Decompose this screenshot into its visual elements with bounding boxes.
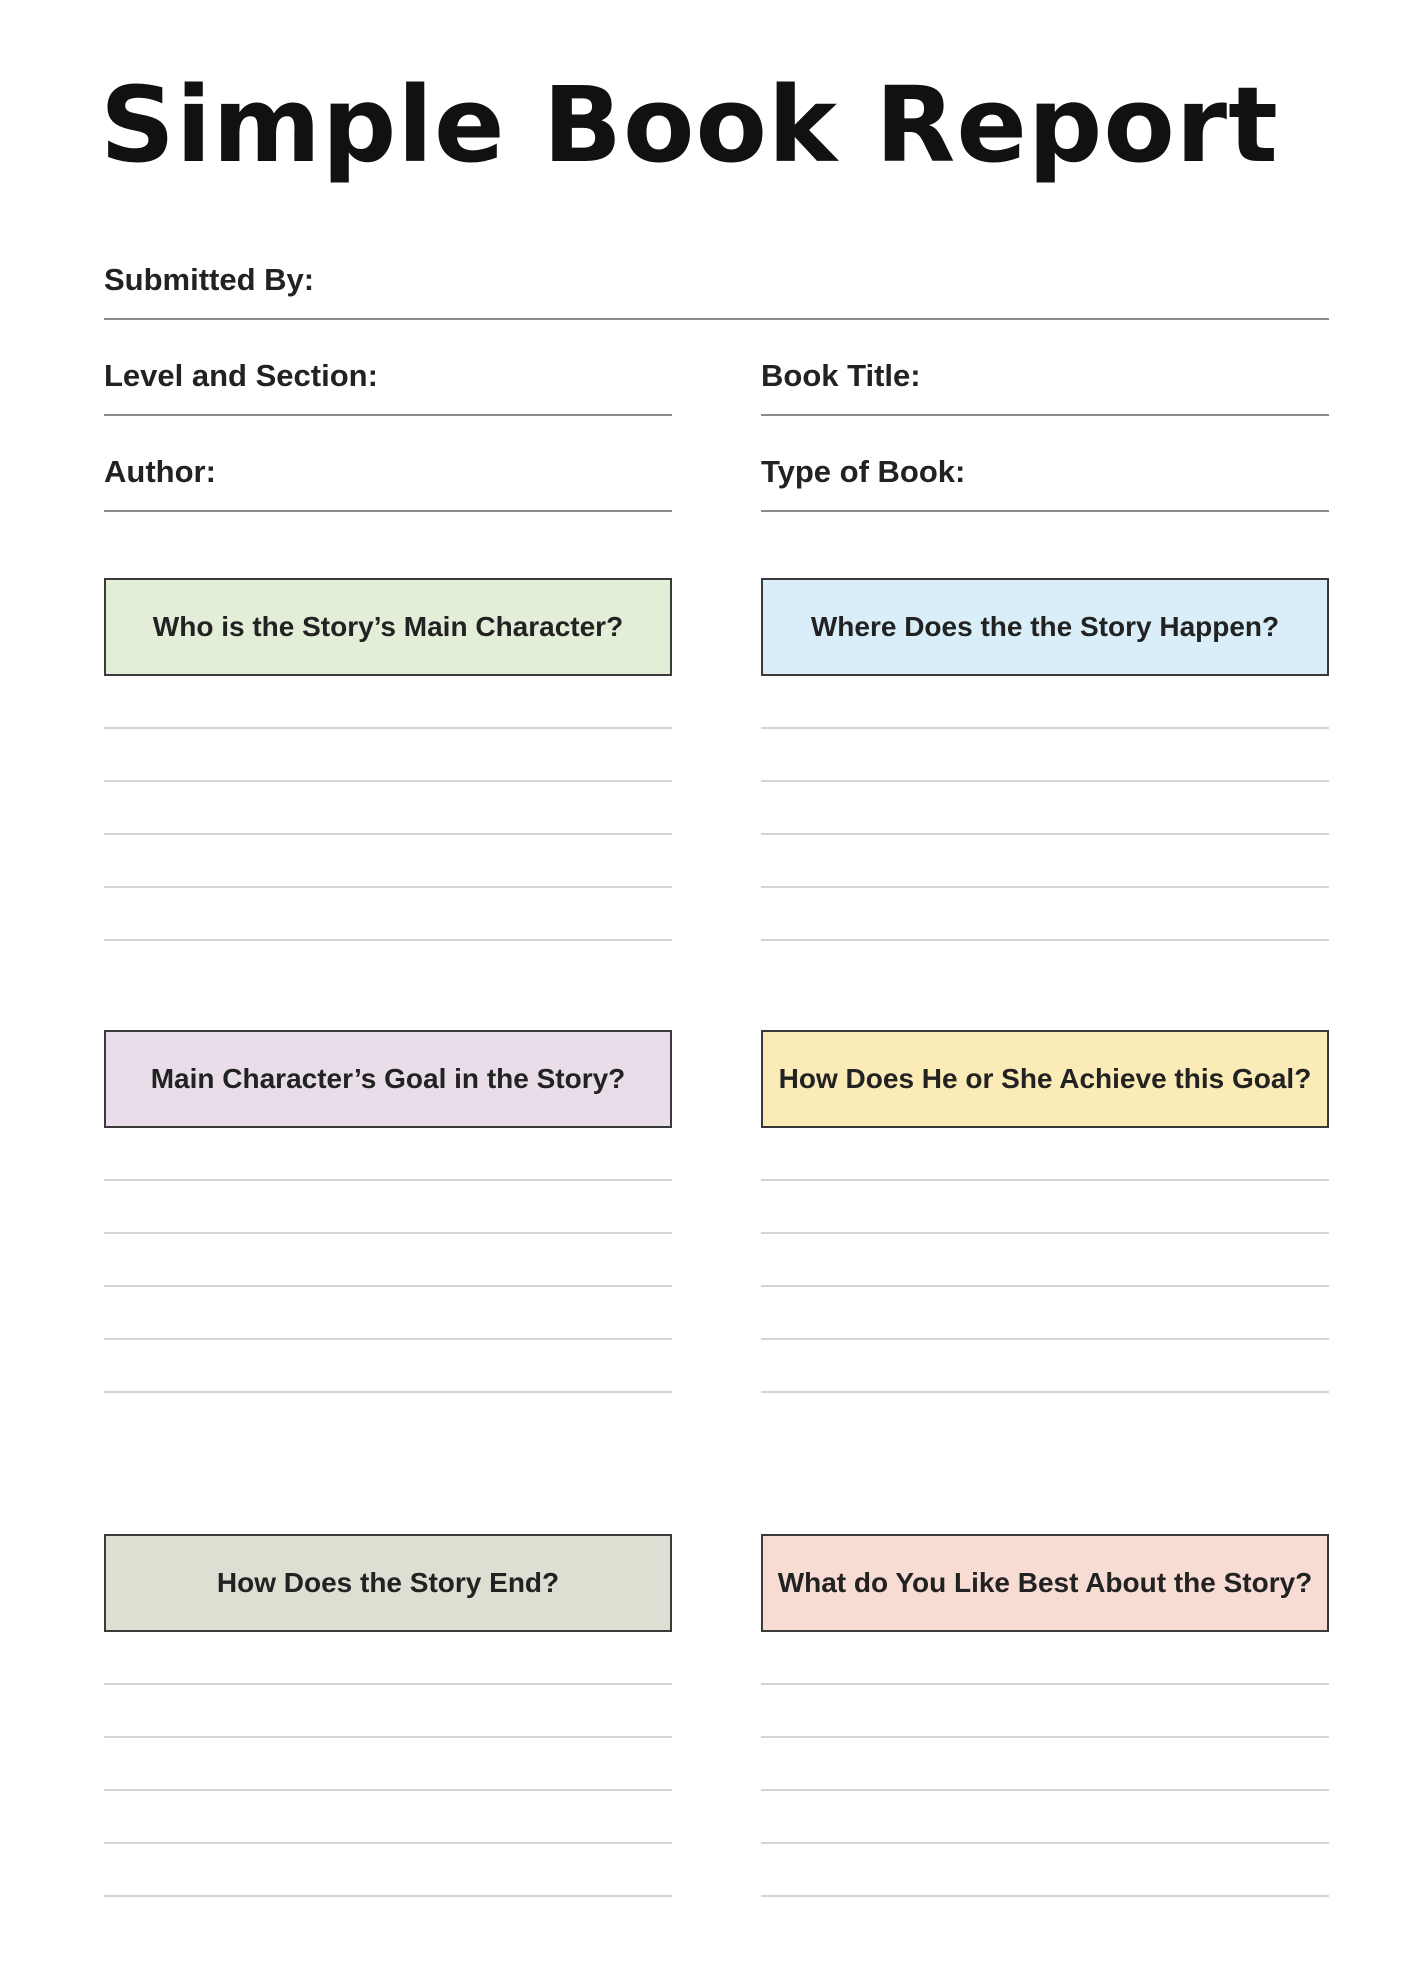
answer-line[interactable]: [761, 1340, 1329, 1393]
like-best-question: What do You Like Best About the Story?: [777, 1567, 1313, 1598]
answer-line[interactable]: [104, 1791, 672, 1844]
answer-line[interactable]: [104, 1234, 672, 1287]
answer-line[interactable]: [104, 1632, 672, 1685]
book-title-field[interactable]: [761, 350, 1329, 416]
setting-question: Where Does the the Story Happen?: [810, 611, 1280, 642]
answer-line[interactable]: [104, 835, 672, 888]
main-character-question: Who is the Story’s Main Character?: [152, 611, 624, 642]
achieve-goal-question-box: [761, 1030, 1329, 1128]
answer-line[interactable]: [104, 1128, 672, 1181]
answer-line[interactable]: [761, 1738, 1329, 1791]
like-best-question-box: [761, 1534, 1329, 1632]
answer-line[interactable]: [761, 1791, 1329, 1844]
answer-line[interactable]: [761, 729, 1329, 782]
answer-line[interactable]: [104, 1738, 672, 1791]
answer-line[interactable]: [761, 1128, 1329, 1181]
answer-line[interactable]: [761, 1181, 1329, 1234]
submitted-by-label: Submitted By:: [104, 262, 315, 297]
setting-answer-lines[interactable]: [761, 676, 1329, 941]
achieve-goal-answer-lines[interactable]: [761, 1128, 1329, 1393]
answer-line[interactable]: [761, 1632, 1329, 1685]
answer-line[interactable]: [104, 1181, 672, 1234]
answer-line[interactable]: [761, 1287, 1329, 1340]
answer-line[interactable]: [761, 1685, 1329, 1738]
page-title: Simple Book Report: [100, 64, 1279, 186]
main-character-question-box: [104, 578, 672, 676]
answer-line[interactable]: [761, 888, 1329, 941]
answer-line[interactable]: [761, 1234, 1329, 1287]
character-goal-answer-lines[interactable]: [104, 1128, 672, 1393]
character-goal-question-box: [104, 1030, 672, 1128]
answer-line[interactable]: [761, 835, 1329, 888]
story-end-question-box: [104, 1534, 672, 1632]
achieve-goal-question: How Does He or She Achieve this Goal?: [778, 1063, 1312, 1094]
author-field[interactable]: [104, 446, 672, 512]
main-character-answer-lines[interactable]: [104, 676, 672, 941]
level-and-section-field[interactable]: [104, 350, 672, 416]
answer-line[interactable]: [104, 1340, 672, 1393]
story-end-answer-lines[interactable]: [104, 1632, 672, 1897]
like-best-answer-lines[interactable]: [761, 1632, 1329, 1897]
answer-line[interactable]: [104, 1685, 672, 1738]
submitted-by-field[interactable]: [104, 254, 1329, 320]
type-of-book-field[interactable]: [761, 446, 1329, 512]
answer-line[interactable]: [104, 1287, 672, 1340]
book-title-label: Book Title:: [761, 358, 921, 393]
answer-line[interactable]: [104, 729, 672, 782]
type-of-book-label: Type of Book:: [761, 454, 966, 489]
answer-line[interactable]: [104, 1844, 672, 1897]
setting-question-box: [761, 578, 1329, 676]
answer-line[interactable]: [104, 676, 672, 729]
answer-line[interactable]: [104, 888, 672, 941]
answer-line[interactable]: [761, 782, 1329, 835]
answer-line[interactable]: [761, 676, 1329, 729]
answer-line[interactable]: [104, 782, 672, 835]
character-goal-question: Main Character’s Goal in the Story?: [150, 1063, 626, 1094]
story-end-question: How Does the Story End?: [216, 1567, 560, 1598]
level-and-section-label: Level and Section:: [104, 358, 378, 393]
author-label: Author:: [104, 454, 216, 489]
answer-line[interactable]: [761, 1844, 1329, 1897]
